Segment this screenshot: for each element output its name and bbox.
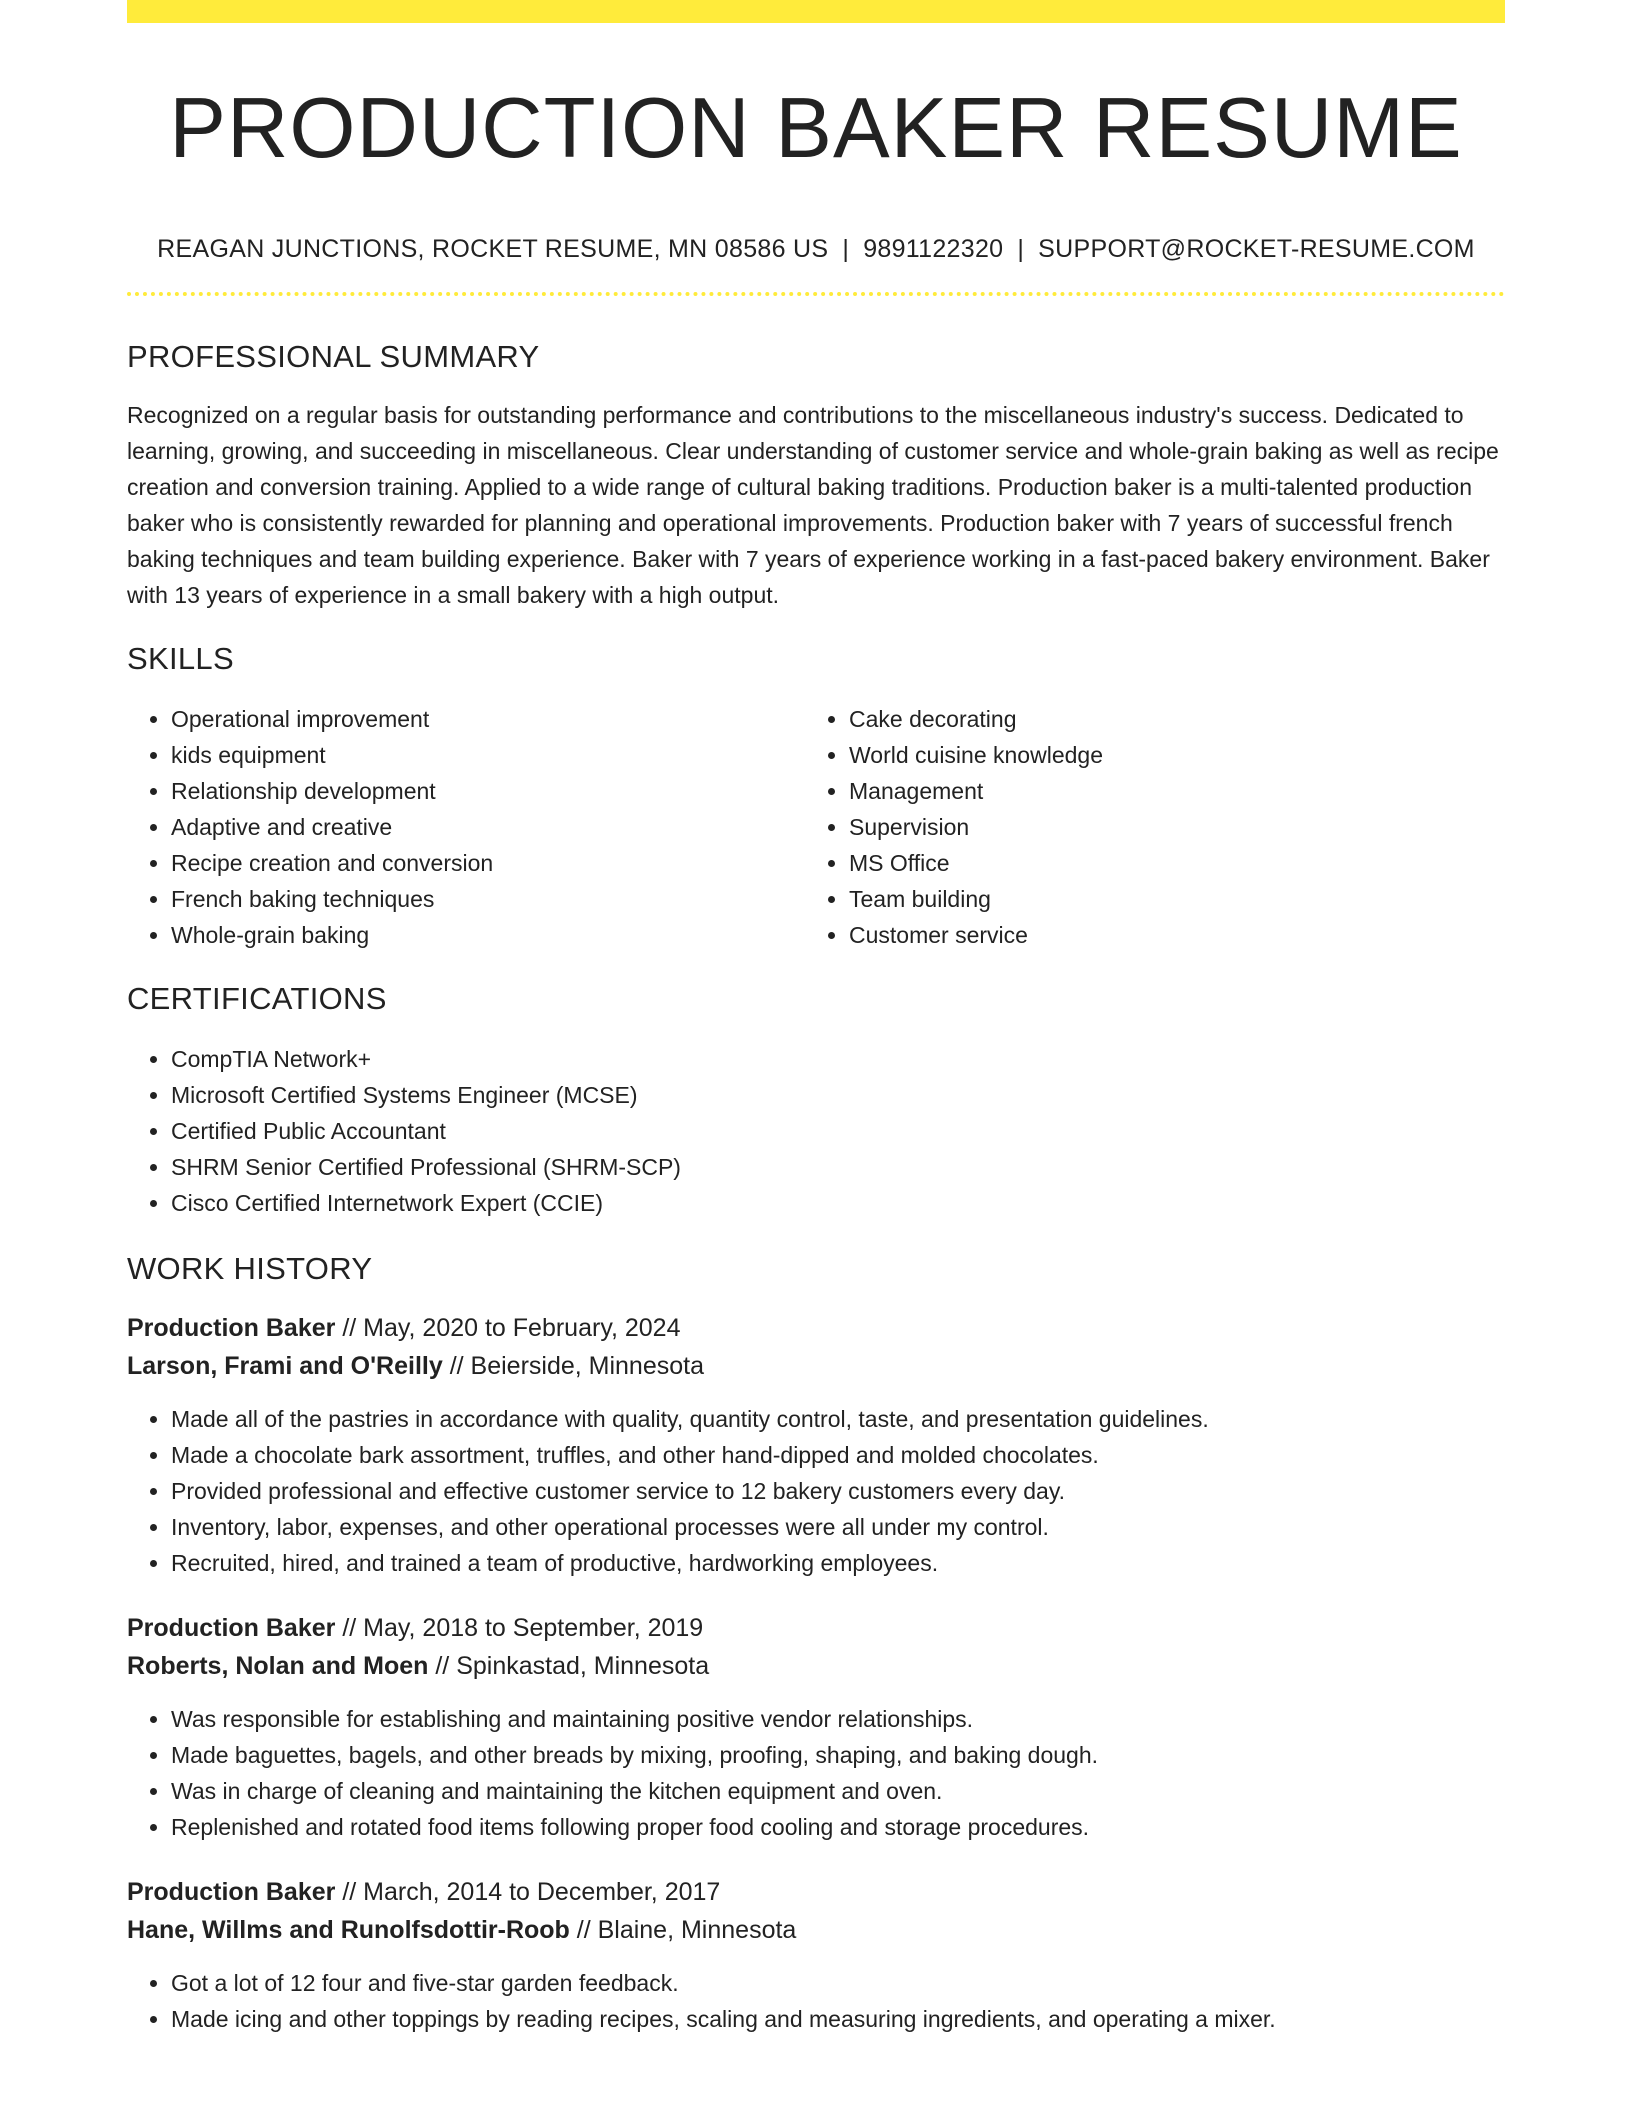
job-role: Production Baker (127, 1878, 336, 1906)
job-dates: // March, 2014 to December, 2017 (335, 1878, 721, 1906)
job-location: // Beierside, Minnesota (442, 1352, 704, 1380)
job-entry (127, 1609, 1505, 1845)
job-bullet: • Replenished and rotated food items following proper food cooling and storage procedures. (171, 1809, 1505, 1845)
job-dates: // May, 2020 to February, 2024 (335, 1314, 681, 1342)
job-bullet: • Was responsible for establishing and maintaining positive vendor relationships. (171, 1701, 1505, 1737)
job-company: Hane, Willms and Runolfsdottir-Roob (127, 1916, 570, 1944)
skills-columns (127, 701, 1505, 953)
job-role: Production Baker (127, 1314, 336, 1342)
job-role-line (127, 1309, 1505, 1347)
certification-item: • Certified Public Accountant (171, 1113, 1505, 1149)
skill-item: • Management (849, 773, 1483, 809)
job-dates: // May, 2018 to September, 2019 (335, 1614, 704, 1642)
contact-separator: | (842, 235, 850, 263)
skill-item: • Adaptive and creative (171, 809, 805, 845)
job-bullet: • Provided professional and effective customer service to 12 bakery customers every day. (171, 1473, 1505, 1509)
job-bullet: • Inventory, labor, expenses, and other operational processes were all under my control. (171, 1509, 1505, 1545)
job-bullet: • Made baguettes, bagels, and other breads by mixing, proofing, shaping, and baking dough. (171, 1737, 1505, 1773)
skills-list-right (805, 701, 1483, 953)
job-bullet: • Was in charge of cleaning and maintaining the kitchen equipment and oven. (171, 1773, 1505, 1809)
job-role-line (127, 1873, 1505, 1911)
certification-item: • CompTIA Network+ (171, 1041, 1505, 1077)
contact-phone: 9891122320 (863, 235, 1004, 263)
job-company-line (127, 1911, 1505, 1949)
contact-address: REAGAN JUNCTIONS, ROCKET RESUME, MN 08586 US (157, 235, 829, 263)
summary-heading: PROFESSIONAL SUMMARY (127, 339, 540, 374)
job-bullet: • Got a lot of 12 four and five-star garden feedback. (171, 1965, 1505, 2001)
skill-item: • Cake decorating (849, 701, 1483, 737)
skills-column-right (805, 701, 1483, 953)
certifications-heading: CERTIFICATIONS (127, 981, 387, 1016)
job-company: Roberts, Nolan and Moen (127, 1652, 429, 1680)
skill-item: • French baking techniques (171, 881, 805, 917)
job-entry (127, 1873, 1505, 2037)
contact-line (127, 232, 1505, 266)
job-bullet: • Made all of the pastries in accordance with quality, quantity control, taste, and presentation guidelines. (171, 1401, 1505, 1437)
resume-content (127, 0, 1505, 2037)
certification-item: • Microsoft Certified Systems Engineer (MCSE) (171, 1077, 1505, 1113)
contact-separator: | (1017, 235, 1025, 263)
job-entry (127, 1309, 1505, 1581)
skill-item: • MS Office (849, 845, 1483, 881)
certification-item: • Cisco Certified Internetwork Expert (CCIE) (171, 1185, 1505, 1221)
skill-item: • kids equipment (171, 737, 805, 773)
skills-list-left (127, 701, 805, 953)
job-location: // Spinkastad, Minnesota (428, 1652, 710, 1680)
dotted-divider (127, 292, 1505, 296)
job-role: Production Baker (127, 1614, 336, 1642)
skill-item: • Team building (849, 881, 1483, 917)
job-bullets (127, 1401, 1505, 1581)
skills-heading: SKILLS (127, 641, 234, 676)
work-history-jobs (127, 1309, 1505, 2037)
skill-item: • Operational improvement (171, 701, 805, 737)
skills-column-left (127, 701, 805, 953)
certifications-list (127, 1041, 1505, 1221)
job-bullets (127, 1965, 1505, 2037)
skill-item: • Whole-grain baking (171, 917, 805, 953)
job-bullet: • Made a chocolate bark assortment, truffles, and other hand-dipped and molded chocolates. (171, 1437, 1505, 1473)
job-bullet: • Made icing and other toppings by reading recipes, scaling and measuring ingredients, and operating a mixer. (171, 2001, 1505, 2037)
job-role-line (127, 1609, 1505, 1647)
job-bullets (127, 1701, 1505, 1845)
skill-item: • World cuisine knowledge (849, 737, 1483, 773)
page-title: PRODUCTION BAKER RESUME (169, 81, 1463, 176)
contact-email: SUPPORT@ROCKET-RESUME.COM (1038, 235, 1475, 263)
skill-item: • Customer service (849, 917, 1483, 953)
job-company: Larson, Frami and O'Reilly (127, 1352, 443, 1380)
summary-text: Recognized on a regular basis for outstanding performance and contributions to the miscellaneous industry's success. Dedicated to learning, growing, and succeeding in miscellaneous. Clear understanding of customer service and whole-grain baking as well as recipe creation and conversion training. Applied to a wide range of cultural baking traditions. Production baker is a multi-talented production baker who is consistently rewarded for planning and operational improvements. Production baker with 7 years of successful french baking techniques and team building experience. Baker with 7 years of experience working in a fast-paced bakery environment. Baker with 13 years of experience in a small bakery with a high output. (127, 402, 1499, 608)
skill-item: • Relationship development (171, 773, 805, 809)
skill-item: • Recipe creation and conversion (171, 845, 805, 881)
certification-item: • SHRM Senior Certified Professional (SHRM-SCP) (171, 1149, 1505, 1185)
skill-item: • Supervision (849, 809, 1483, 845)
job-location: // Blaine, Minnesota (569, 1916, 797, 1944)
job-company-line (127, 1347, 1505, 1385)
job-company-line (127, 1647, 1505, 1685)
work-history-heading: WORK HISTORY (127, 1251, 373, 1286)
job-bullet: • Recruited, hired, and trained a team of productive, hardworking employees. (171, 1545, 1505, 1581)
